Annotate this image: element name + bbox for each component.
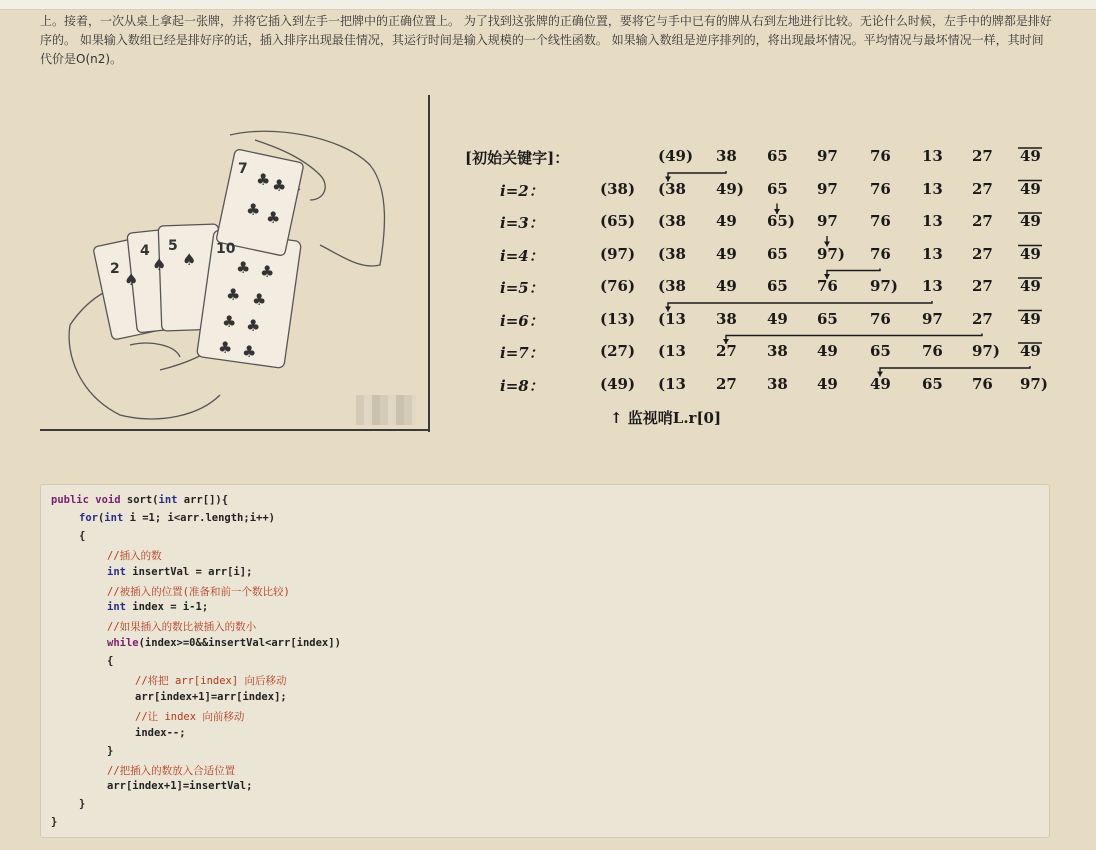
key-value-cell: 49 [817, 374, 838, 393]
key-value-cell: 65 [870, 342, 891, 360]
sentinel-value: (97) [600, 244, 636, 263]
row-label: i=4： [500, 246, 544, 265]
key-value-cell: 27 [972, 147, 993, 165]
key-value-cell: 49 [767, 309, 788, 328]
code-line: arr[index+1]=insertVal; [107, 780, 253, 793]
move-arrow [668, 301, 932, 312]
sentinel-value: (76) [600, 277, 636, 295]
key-value-cell: 27 [972, 212, 993, 230]
key-value-cell: 49 [1020, 342, 1041, 360]
svg-text:♣: ♣ [256, 170, 271, 189]
key-value-cell: 76 [972, 374, 993, 393]
key-value-cell: 76 [870, 179, 891, 198]
key-value-cell: 27 [972, 277, 993, 295]
key-value-cell: 38 [767, 374, 788, 393]
key-value-cell: 38 [716, 147, 737, 165]
key-value-cell: 49 [716, 212, 737, 230]
code-line: } [107, 744, 114, 757]
code-comment-line: //被插入的位置(准备和前一个数比较) [107, 585, 290, 598]
code-comment-line: //如果插入的数比被插入的数小 [107, 621, 257, 634]
svg-text:♠: ♠ [152, 255, 167, 274]
key-value-cell: 49 [1020, 212, 1041, 230]
sentinel-value: (65) [600, 212, 636, 230]
watermark-mosaic [356, 395, 416, 425]
svg-text:♣: ♣ [218, 338, 233, 357]
code-line: arr[index+1]=arr[index]; [135, 690, 287, 703]
svg-text:♣: ♣ [236, 258, 251, 277]
key-value-cell: 49) [716, 179, 744, 198]
code-line: { [79, 529, 86, 542]
code-line: public void sort(int arr[]){ [51, 494, 229, 506]
key-value-cell: 65 [767, 147, 788, 165]
key-value-cell: 13 [922, 179, 943, 198]
key-value-cell: 97 [922, 309, 943, 328]
hand-holding-cards-image [40, 95, 432, 433]
key-value-cell: (49) [658, 147, 694, 165]
insertion-sort-figure [40, 95, 1055, 440]
code-line: while(index>=0&&insertVal<arr[index]) [107, 637, 341, 650]
row-label: i=6： [500, 311, 544, 330]
key-value-cell: 27 [972, 179, 993, 198]
card-5-label: 5 [168, 238, 178, 254]
key-value-cell: 38 [716, 309, 737, 328]
key-value-cell: (38 [658, 244, 686, 263]
sentinel-value: (49) [600, 374, 636, 393]
key-value-cell: 27 [716, 342, 737, 360]
key-value-cell: 97 [817, 179, 838, 198]
code-comment-line: //将把 arr[index] 向后移动 [135, 675, 287, 687]
sentinel-value: (27) [600, 342, 636, 360]
row-label: i=8： [500, 376, 544, 395]
code-block [40, 484, 1050, 838]
card-2-label: 2 [110, 261, 120, 277]
key-value-cell: 13 [922, 212, 943, 230]
move-arrow [726, 334, 982, 345]
svg-text:♣: ♣ [260, 262, 275, 281]
key-value-cell: 13 [922, 244, 943, 263]
key-value-cell: 76 [870, 147, 891, 165]
row-label: i=5： [500, 279, 544, 297]
key-value-cell: 97 [817, 212, 838, 230]
svg-text:♣: ♣ [272, 176, 287, 195]
key-value-cell: (13 [658, 309, 686, 328]
svg-text:♣: ♣ [266, 208, 281, 227]
description-paragraph: 上。接着，一次从桌上拿起一张牌，并将它插入到左手一把牌中的正确位置上。 为了找到这张牌的正确位置，要将它与手中已有的牌从右到左地进行比较。无论什么时候，左手中的牌都是排好序的。 如果输入数组已经是排好序的话，插入排序出现最佳情况，其运行时间是输入规模的一个线性函数。 如果输入数组是逆序排列的，将出现最坏情况。平均情况与最坏情况一样，其时间代价是O(n2)。 [40, 14, 1052, 66]
svg-text:♣: ♣ [246, 200, 261, 219]
move-arrow [880, 366, 1030, 377]
card-4-label: 4 [140, 243, 150, 259]
key-value-cell: 49 [1020, 309, 1041, 328]
table-header-label: [初始关键字]： [465, 149, 570, 167]
row-label: i=3： [500, 214, 544, 232]
key-value-cell: 76 [870, 309, 891, 328]
key-value-cell: 65 [767, 244, 788, 263]
key-value-cell: 49 [870, 374, 891, 393]
key-value-cell: 97 [817, 147, 838, 165]
row-label: i=2： [500, 181, 544, 200]
code-line: } [79, 798, 86, 811]
svg-text:♠: ♠ [182, 250, 197, 269]
key-value-cell: 49 [1020, 179, 1041, 198]
key-value-cell: 65 [817, 309, 838, 328]
key-value-cell: 27 [972, 309, 993, 328]
key-value-cell: 49 [1020, 147, 1041, 165]
key-value-cell: 97) [1020, 374, 1048, 393]
svg-text:♣: ♣ [252, 290, 267, 309]
key-value-cell: 27 [716, 374, 737, 393]
key-value-cell: (38 [658, 277, 686, 295]
code-line: } [51, 816, 58, 829]
key-value-cell: 76 [922, 342, 943, 360]
key-value-cell: 65 [767, 179, 788, 198]
row-label: i=7： [500, 344, 544, 362]
key-value-cell: 76 [817, 277, 838, 295]
card-10-label: 10 [216, 241, 236, 257]
sentinel-value: (13) [600, 309, 636, 328]
key-value-cell: 97) [972, 342, 1000, 360]
key-value-cell: 49 [716, 277, 737, 295]
code-line: int insertVal = arr[i]; [107, 565, 253, 578]
sentinel-caption: ↑ 监视哨L.r[0] [610, 409, 722, 427]
code-line: for(int i =1; i<arr.length;i++) [79, 511, 275, 524]
code-comment-line: //让 index 向前移动 [135, 710, 245, 723]
key-value-cell: (38 [658, 212, 686, 230]
svg-text:♠: ♠ [124, 270, 139, 289]
key-value-cell: 49 [716, 244, 737, 263]
key-value-cell: 27 [972, 244, 993, 263]
top-toolbar-strip [0, 0, 1096, 10]
svg-text:♣: ♣ [246, 316, 261, 335]
key-value-cell: 76 [870, 244, 891, 263]
code-line: index--; [135, 726, 186, 739]
playing-cards-illustration [40, 95, 432, 433]
key-value-cell: 38 [767, 342, 788, 360]
key-value-cell: 49 [817, 342, 838, 360]
key-value-cell: 65) [767, 212, 795, 230]
sentinel-value: (38) [600, 179, 636, 198]
code-line: int index = i-1; [107, 601, 209, 614]
key-value-cell: 49 [1020, 277, 1041, 295]
svg-text:♣: ♣ [222, 312, 237, 331]
code-line: { [107, 655, 114, 668]
key-value-cell: 65 [767, 277, 788, 295]
key-value-cell: 65 [922, 374, 943, 393]
key-value-cell: 49 [1020, 244, 1041, 263]
key-value-cell: 13 [922, 147, 943, 165]
key-value-cell: (13 [658, 374, 686, 393]
frame-edge-bottom [40, 429, 430, 431]
card-7-label: 7 [238, 161, 248, 177]
key-value-cell: (13 [658, 342, 686, 360]
key-value-cell: (38 [658, 179, 686, 198]
svg-text:♣: ♣ [242, 342, 257, 361]
key-value-cell: 97) [870, 277, 898, 295]
frame-edge-right [428, 95, 430, 432]
key-value-cell: 76 [870, 212, 891, 230]
svg-text:♣: ♣ [226, 285, 241, 304]
key-value-cell: 13 [922, 277, 943, 295]
insertion-sort-trace-table [460, 137, 1060, 437]
move-arrows [460, 137, 1060, 437]
key-value-cell: 97) [817, 244, 845, 263]
code-comment-line: //插入的数 [107, 549, 162, 562]
code-comment-line: //把插入的数放入合适位置 [107, 764, 236, 777]
